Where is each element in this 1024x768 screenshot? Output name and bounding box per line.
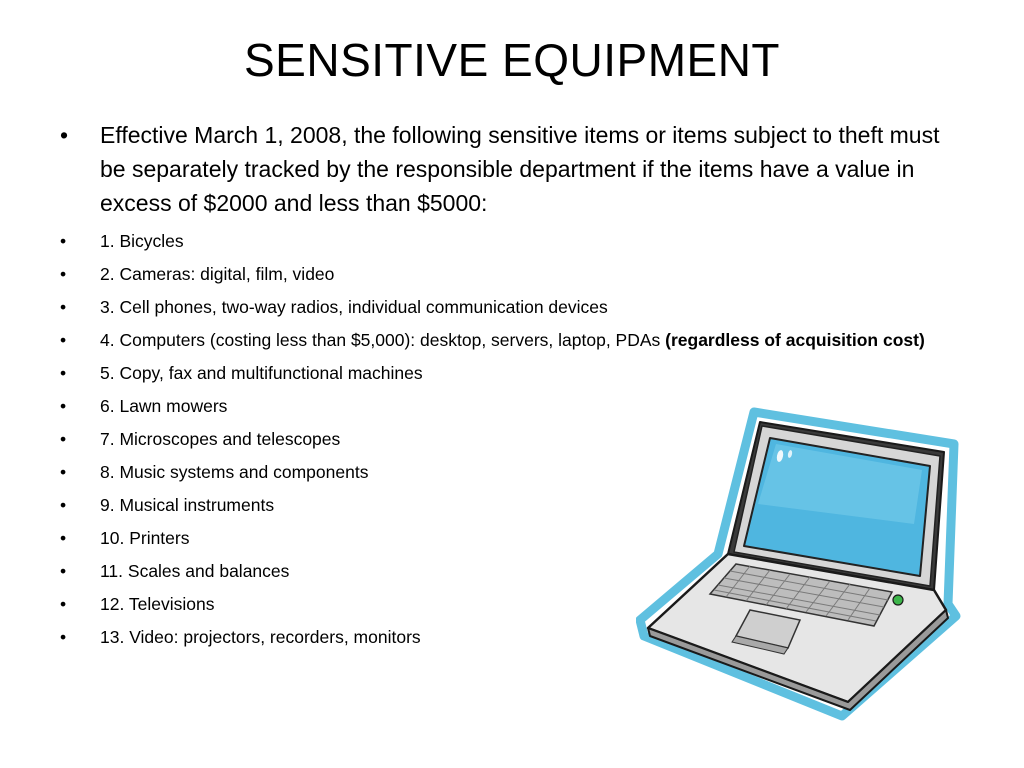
list-item-text: 6. Lawn mowers bbox=[100, 396, 228, 416]
bullet-icon: • bbox=[60, 231, 67, 251]
intro-paragraph bbox=[60, 118, 960, 220]
list-item-bold-note: (regardless of acquisition cost) bbox=[665, 330, 925, 350]
list-item-text: 12. Televisions bbox=[100, 594, 215, 614]
bullet-icon: • bbox=[60, 122, 69, 148]
bullet-icon: • bbox=[60, 627, 67, 647]
list-item-text: 7. Microscopes and telescopes bbox=[100, 429, 341, 449]
list-item-text: 1. Bicycles bbox=[100, 231, 184, 251]
bullet-icon: • bbox=[60, 594, 67, 614]
list-item-text: 2. Cameras: digital, film, video bbox=[100, 264, 335, 284]
bullet-icon: • bbox=[60, 363, 67, 383]
list-item-text: 4. Computers (costing less than $5,000): desktop, servers, laptop, PDAs bbox=[100, 330, 666, 350]
intro-text: Effective March 1, 2008, the following sensitive items or items subject to theft must be separately tracked by the responsible department if the items have a value in excess of $2000 and less than $5000: bbox=[100, 122, 940, 216]
bullet-icon: • bbox=[60, 495, 67, 515]
list-item-text: 8. Music systems and components bbox=[100, 462, 369, 482]
list-item-text: 3. Cell phones, two-way radios, individual communication devices bbox=[100, 297, 608, 317]
bullet-icon: • bbox=[60, 528, 67, 548]
list-item-text: 10. Printers bbox=[100, 528, 190, 548]
list-item-text: 13. Video: projectors, recorders, monitors bbox=[100, 627, 421, 647]
list-item-bicycles bbox=[60, 228, 960, 254]
list-item-cell-phones bbox=[60, 294, 960, 320]
bullet-icon: • bbox=[60, 429, 67, 449]
list-item-computers bbox=[60, 327, 930, 353]
laptop-icon bbox=[636, 404, 962, 722]
list-item-text: 9. Musical instruments bbox=[100, 495, 275, 515]
list-item-cameras bbox=[60, 261, 960, 287]
bullet-icon: • bbox=[60, 561, 67, 581]
bullet-icon: • bbox=[60, 462, 67, 482]
list-item-text: 5. Copy, fax and multifunctional machines bbox=[100, 363, 423, 383]
bullet-icon: • bbox=[60, 396, 67, 416]
bullet-icon: • bbox=[60, 264, 67, 284]
list-item-text: 11. Scales and balances bbox=[100, 561, 290, 581]
bullet-icon: • bbox=[60, 297, 67, 317]
list-item-copy-fax bbox=[60, 360, 960, 386]
slide-title: SENSITIVE EQUIPMENT bbox=[243, 34, 781, 86]
bullet-icon: • bbox=[60, 330, 67, 350]
